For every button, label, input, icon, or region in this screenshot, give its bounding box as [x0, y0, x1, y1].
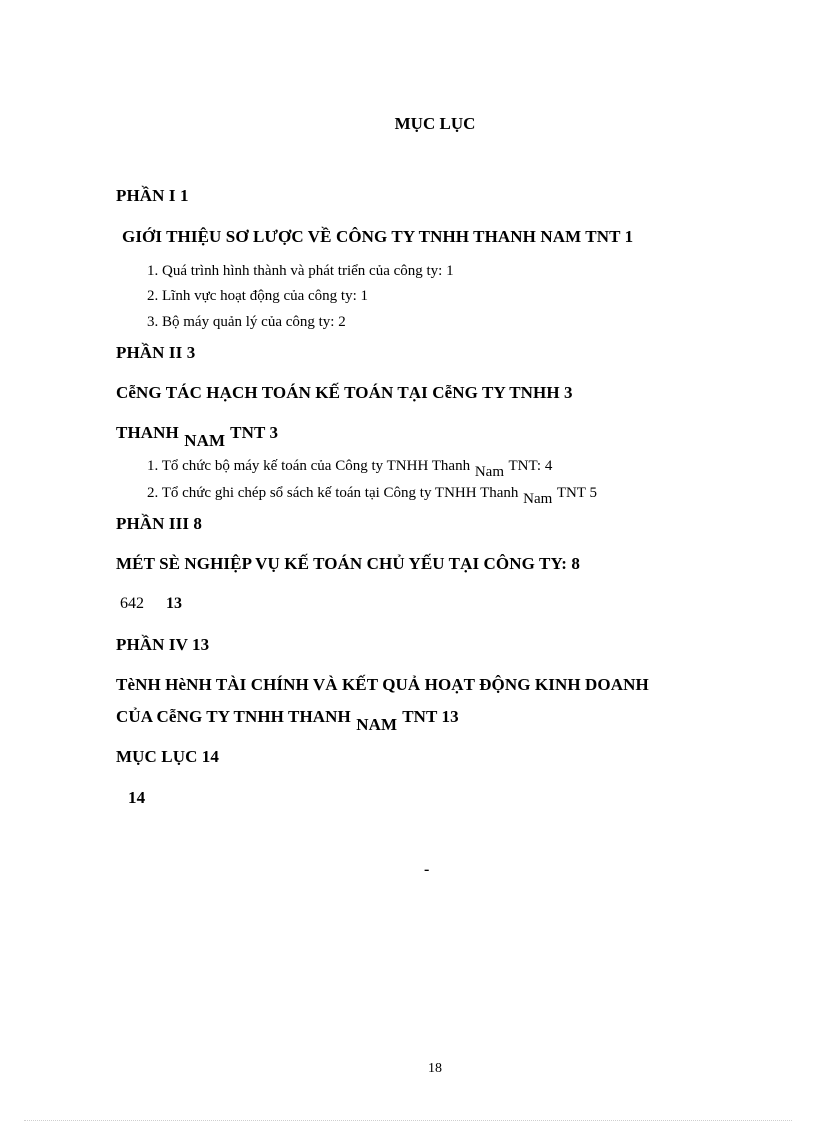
toc-item-2-1-sub: Nam: [474, 464, 504, 480]
toc-muc-luc-number[interactable]: 14: [128, 788, 146, 807]
toc-item-2-1-b: TNT: 4: [508, 458, 553, 474]
toc-part-2-title-line2[interactable]: [116, 423, 279, 450]
toc-part-2-title-a: THANH: [116, 423, 179, 442]
toc-title: MỤC LỤC: [394, 114, 476, 133]
toc-line-642[interactable]: [120, 596, 182, 612]
toc-part-4-title-a: CỦA CễNG TY TNHH THANH: [116, 707, 351, 726]
toc-item-2-1-a: 1. Tổ chức bộ máy kế toán của Công ty TNHH Thanh: [147, 458, 471, 474]
toc-part-2[interactable]: PHẦN II 3: [116, 343, 196, 362]
toc-item-1-2[interactable]: 2. Lĩnh vực hoạt động của công ty: 1: [147, 288, 369, 304]
toc-item-1-1[interactable]: 1. Quá trình hình thành và phát triển của công ty: 1: [147, 263, 454, 279]
toc-part-1[interactable]: PHẦN I 1: [116, 186, 189, 205]
toc-item-1-3[interactable]: 3. Bộ máy quản lý của công ty: 2: [147, 314, 346, 330]
toc-item-2-2-b: TNT 5: [556, 485, 597, 501]
toc-line-642-b: 13: [166, 595, 182, 612]
toc-part-3-title[interactable]: MÉT SÈ NGHIỆP VỤ KẾ TOÁN CHỦ YẾU TẠI CÔNG TY: 8: [116, 554, 580, 573]
toc-muc-luc[interactable]: MỤC LỤC 14: [116, 747, 219, 766]
page-number: 18: [428, 1061, 442, 1076]
center-dash: -: [424, 861, 430, 878]
toc-part-4-title-b: TNT 13: [402, 707, 459, 726]
toc-part-2-title-sub: NAM: [184, 431, 226, 450]
toc-item-2-2[interactable]: [147, 485, 597, 507]
toc-part-4-title-sub: NAM: [356, 715, 398, 734]
toc-part-4-title-line1[interactable]: TèNH HèNH TÀI CHÍNH VÀ KẾT QUẢ HOẠT ĐỘNG KINH DOANH: [116, 675, 649, 694]
toc-part-3[interactable]: PHẦN III 8: [116, 514, 203, 533]
toc-part-1-title[interactable]: GIỚI THIỆU SƠ LƯỢC VỀ CÔNG TY TNHH THANH NAM TNT 1: [122, 227, 634, 246]
page-bottom-divider: [24, 1120, 792, 1121]
toc-item-2-1[interactable]: [147, 458, 553, 480]
toc-part-2-title-line1[interactable]: CễNG TÁC HẠCH TOÁN KẾ TOÁN TẠI CễNG TY TNHH 3: [116, 383, 573, 402]
toc-item-2-2-sub: Nam: [523, 491, 553, 507]
toc-line-642-a: 642: [120, 595, 144, 612]
toc-part-4[interactable]: PHẦN IV 13: [116, 635, 210, 654]
toc-part-4-title-line2[interactable]: [116, 707, 459, 734]
toc-part-2-title-b: TNT 3: [230, 423, 279, 442]
toc-item-2-2-a: 2. Tổ chức ghi chép sổ sách kế toán tại Công ty TNHH Thanh: [147, 485, 519, 501]
